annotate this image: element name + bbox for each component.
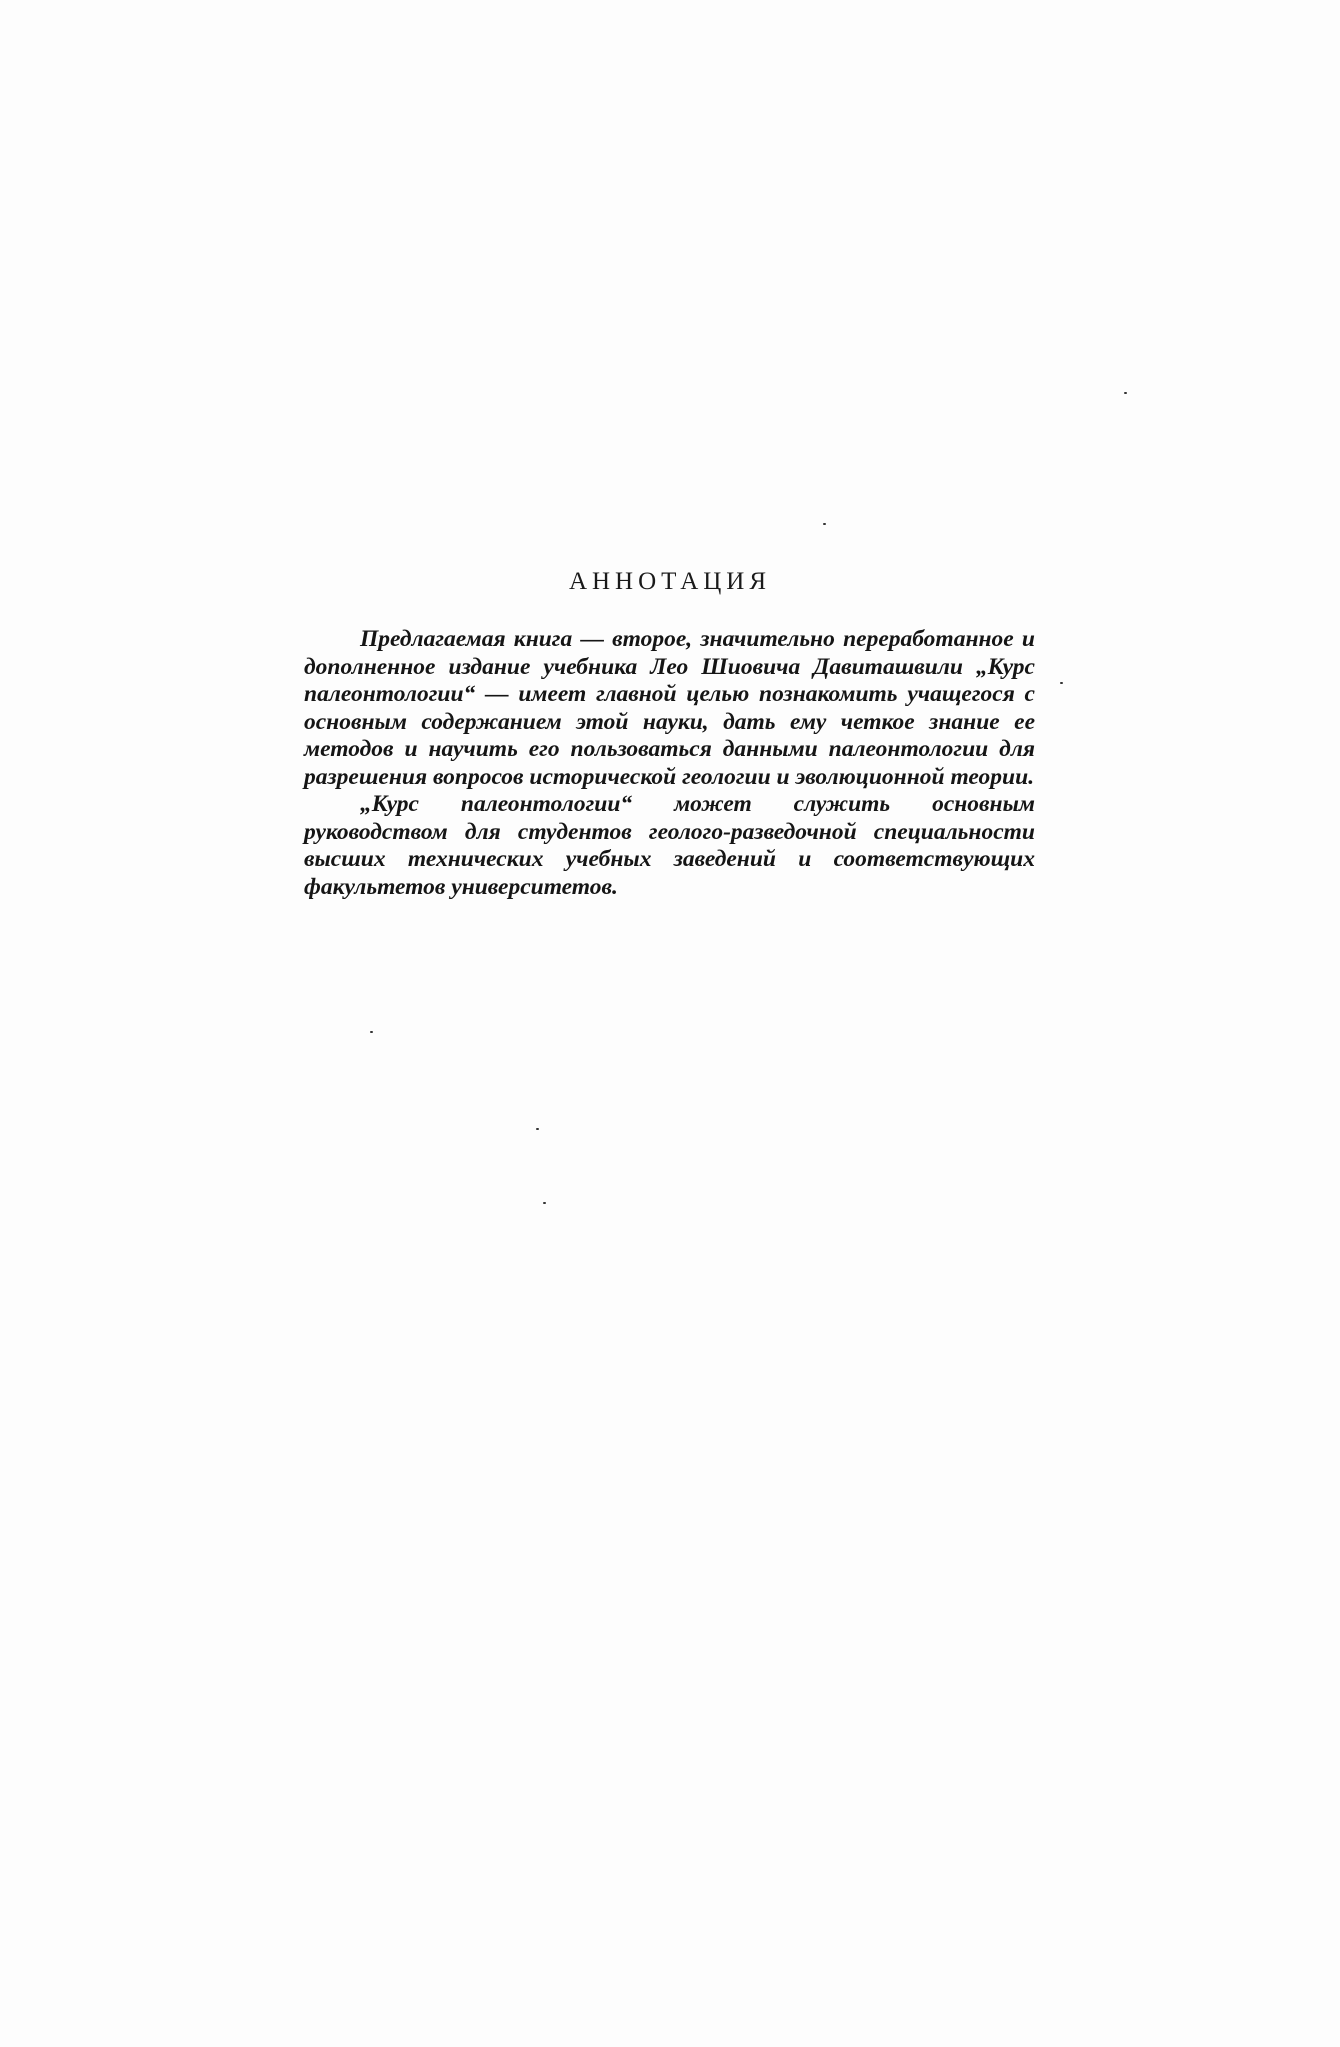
scan-speck — [823, 523, 826, 525]
annotation-body — [304, 626, 1035, 901]
scan-speck — [1124, 392, 1127, 394]
scan-speck — [536, 1128, 539, 1130]
annotation-paragraph: „Курс палеонтологии“ может служить основным руководством для студентов геолого-разведочной специальности высших технических учебных заведений и соответствующих факультетов университетов. — [304, 791, 1035, 900]
scan-speck — [543, 1202, 546, 1204]
annotation-paragraph: Предлагаемая книга — второе, значительно переработанное и дополненное издание учебника Лео Шиовича Давиташвили „Курс палеонтологии“ — имеет главной целью познакомить учащегося с основным содержанием этой науки, дать ему четкое знание ее методов и научить его пользоваться данными палеонтологии для разрешения вопросов исторической геологии и эволюционной теории. — [304, 626, 1035, 790]
annotation-heading: АННОТАЦИЯ — [568, 568, 772, 595]
scan-speck — [370, 1031, 373, 1033]
scan-speck — [1060, 682, 1063, 684]
